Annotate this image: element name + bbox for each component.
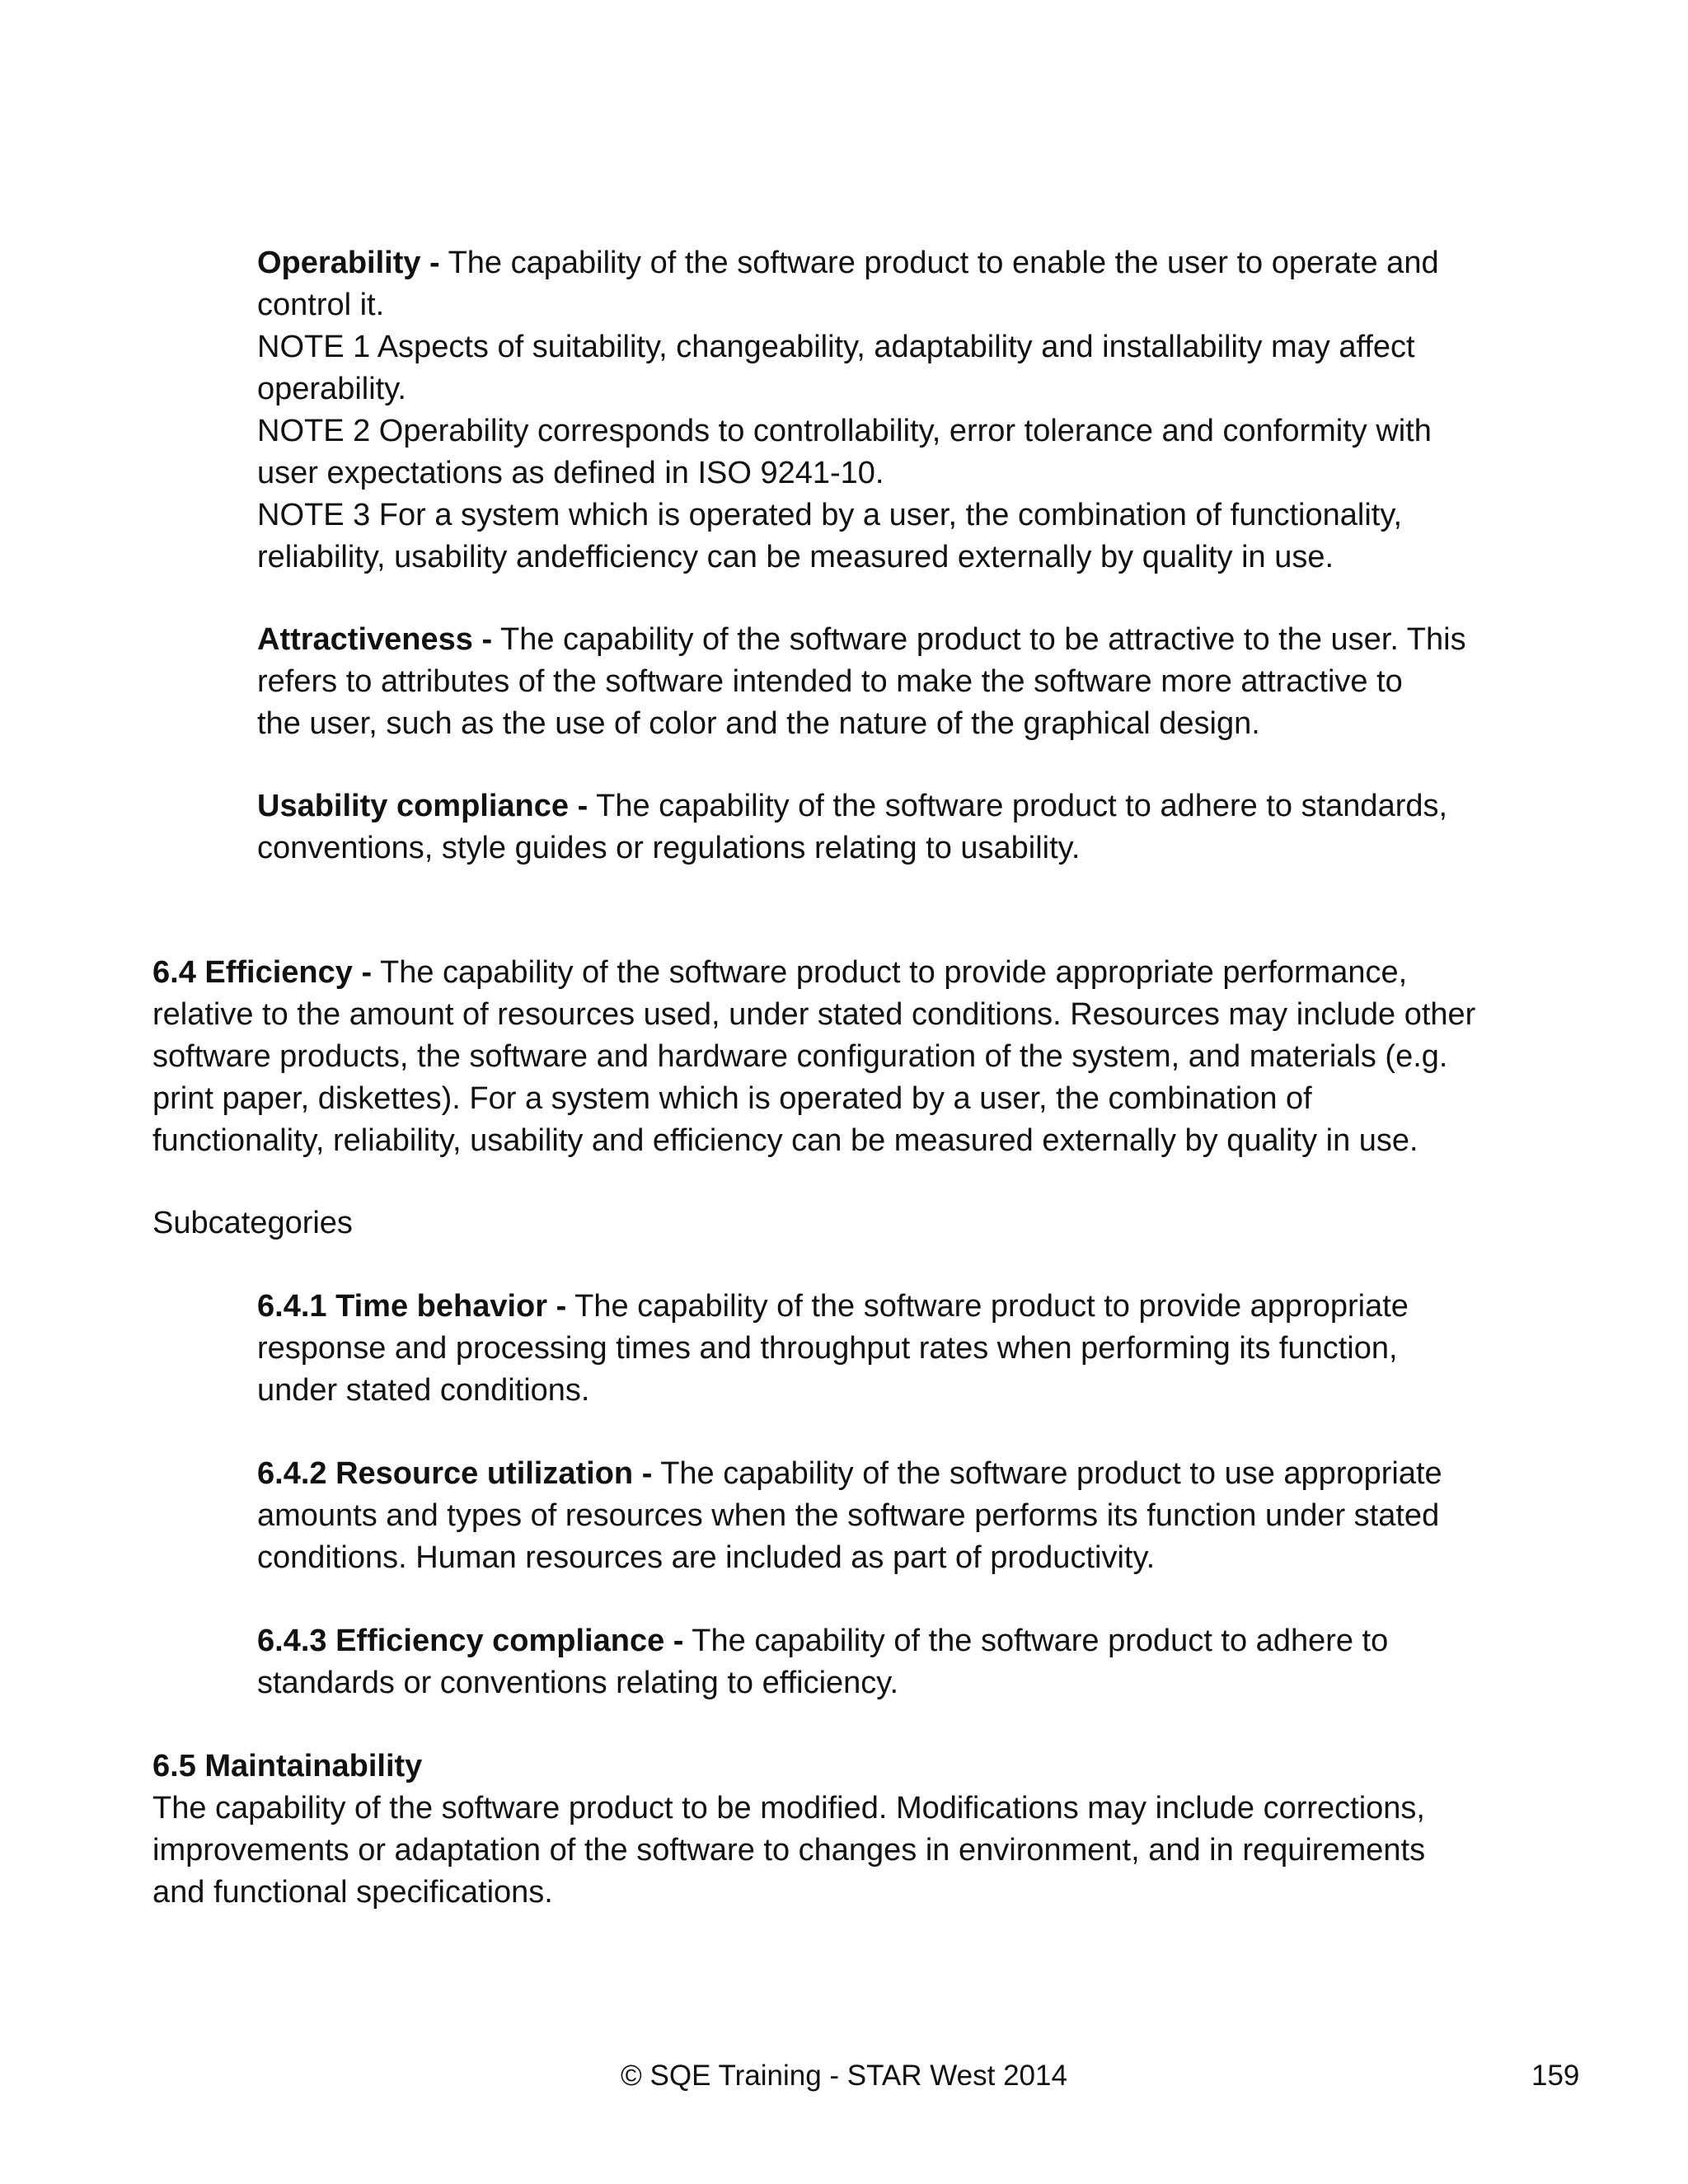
operability-note-3-line-2: reliability, usability andefficiency can be measured externally by quality in use. [257,540,1334,574]
usability-compliance-line-2: conventions, style guides or regulations relating to usability. [257,831,1081,865]
resource-utilization-paragraph [257,1453,1526,1579]
attractiveness-line-1 [257,619,1526,661]
operability-line-2: control it. [257,288,385,322]
resource-utilization-definition: The capability of the software product to use appropriate [652,1456,1442,1491]
efficiency-term: 6.4 Efficiency - [152,955,373,990]
operability-term: Operability - [257,246,440,280]
time-behavior-line-2: response and processing times and throughput rates when performing its function, [257,1331,1398,1366]
attractiveness-definition: The capability of the software product to be attractive to the user. This [492,622,1466,657]
efficiency-paragraph [152,952,1529,1162]
resource-utilization-line-2: amounts and types of resources when the software performs its function under stated [257,1498,1440,1533]
footer-copyright: © SQE Training - STAR West 2014 [621,2060,1067,2092]
resource-utilization-term: 6.4.2 Resource utilization - [257,1456,653,1491]
attractiveness-term: Attractiveness - [257,622,493,657]
maintainability-heading: 6.5 Maintainability [152,1749,423,1783]
usability-compliance-paragraph [257,785,1526,869]
maintainability-line-2: improvements or adaptation of the software to changes in environment, and in requirements [152,1833,1426,1868]
resource-utilization-line-1 [257,1453,1526,1495]
time-behavior-definition: The capability of the software product to provide appropriate [566,1289,1409,1324]
efficiency-compliance-term: 6.4.3 Efficiency compliance - [257,1624,684,1658]
efficiency-compliance-line-2: standards or conventions relating to efficiency. [257,1666,899,1700]
attractiveness-line-2: refers to attributes of the software intended to make the software more attractive to [257,664,1403,699]
attractiveness-paragraph [257,619,1526,745]
usability-compliance-line-1 [257,785,1526,827]
efficiency-definition: The capability of the software product to provide appropriate performance, [372,955,1408,990]
operability-note-2-line-2: user expectations as defined in ISO 9241-10. [257,456,884,490]
usability-compliance-definition: The capability of the software product to adhere to standards, [588,789,1448,823]
maintainability-paragraph [152,1746,1529,1914]
time-behavior-term: 6.4.1 Time behavior - [257,1289,567,1324]
efficiency-line-4: print paper, diskettes). For a system which is operated by a user, the combination of [152,1081,1312,1116]
efficiency-compliance-line-1 [257,1620,1526,1662]
operability-note-1-line-2: operability. [257,372,406,406]
subcategories-label: Subcategories [152,1206,353,1240]
operability-note-2-line-1: NOTE 2 Operability corresponds to controllability, error tolerance and conformity with [257,414,1432,448]
operability-note-3-line-1: NOTE 3 For a system which is operated by a user, the combination of functionality, [257,498,1403,532]
attractiveness-line-3: the user, such as the use of color and the nature of the graphical design. [257,706,1260,741]
operability-definition: The capability of the software product to enable the user to operate and [439,246,1439,280]
efficiency-line-5: functionality, reliability, usability and efficiency can be measured externally by quality in use. [152,1123,1418,1158]
time-behavior-line-3: under stated conditions. [257,1373,590,1408]
usability-compliance-term: Usability compliance - [257,789,588,823]
operability-line-1 [257,242,1526,284]
resource-utilization-line-3: conditions. Human resources are included as part of productivity. [257,1540,1156,1575]
page-number: 159 [1531,2060,1580,2092]
maintainability-line-1: The capability of the software product to be modified. Modifications may include corrections, [152,1791,1425,1825]
efficiency-compliance-paragraph [257,1620,1526,1704]
efficiency-line-3: software products, the software and hardware configuration of the system, and materials (e.g. [152,1039,1448,1074]
operability-note-1-line-1: NOTE 1 Aspects of suitability, changeability, adaptability and installability may affect [257,330,1415,364]
efficiency-line-2: relative to the amount of resources used, under stated conditions. Resources may include other [152,997,1476,1032]
efficiency-compliance-definition: The capability of the software product to adhere to [683,1624,1389,1658]
maintainability-line-3: and functional specifications. [152,1875,553,1910]
time-behavior-paragraph [257,1286,1526,1412]
operability-paragraph [257,242,1526,579]
efficiency-line-1 [152,952,1529,994]
time-behavior-line-1 [257,1286,1526,1328]
